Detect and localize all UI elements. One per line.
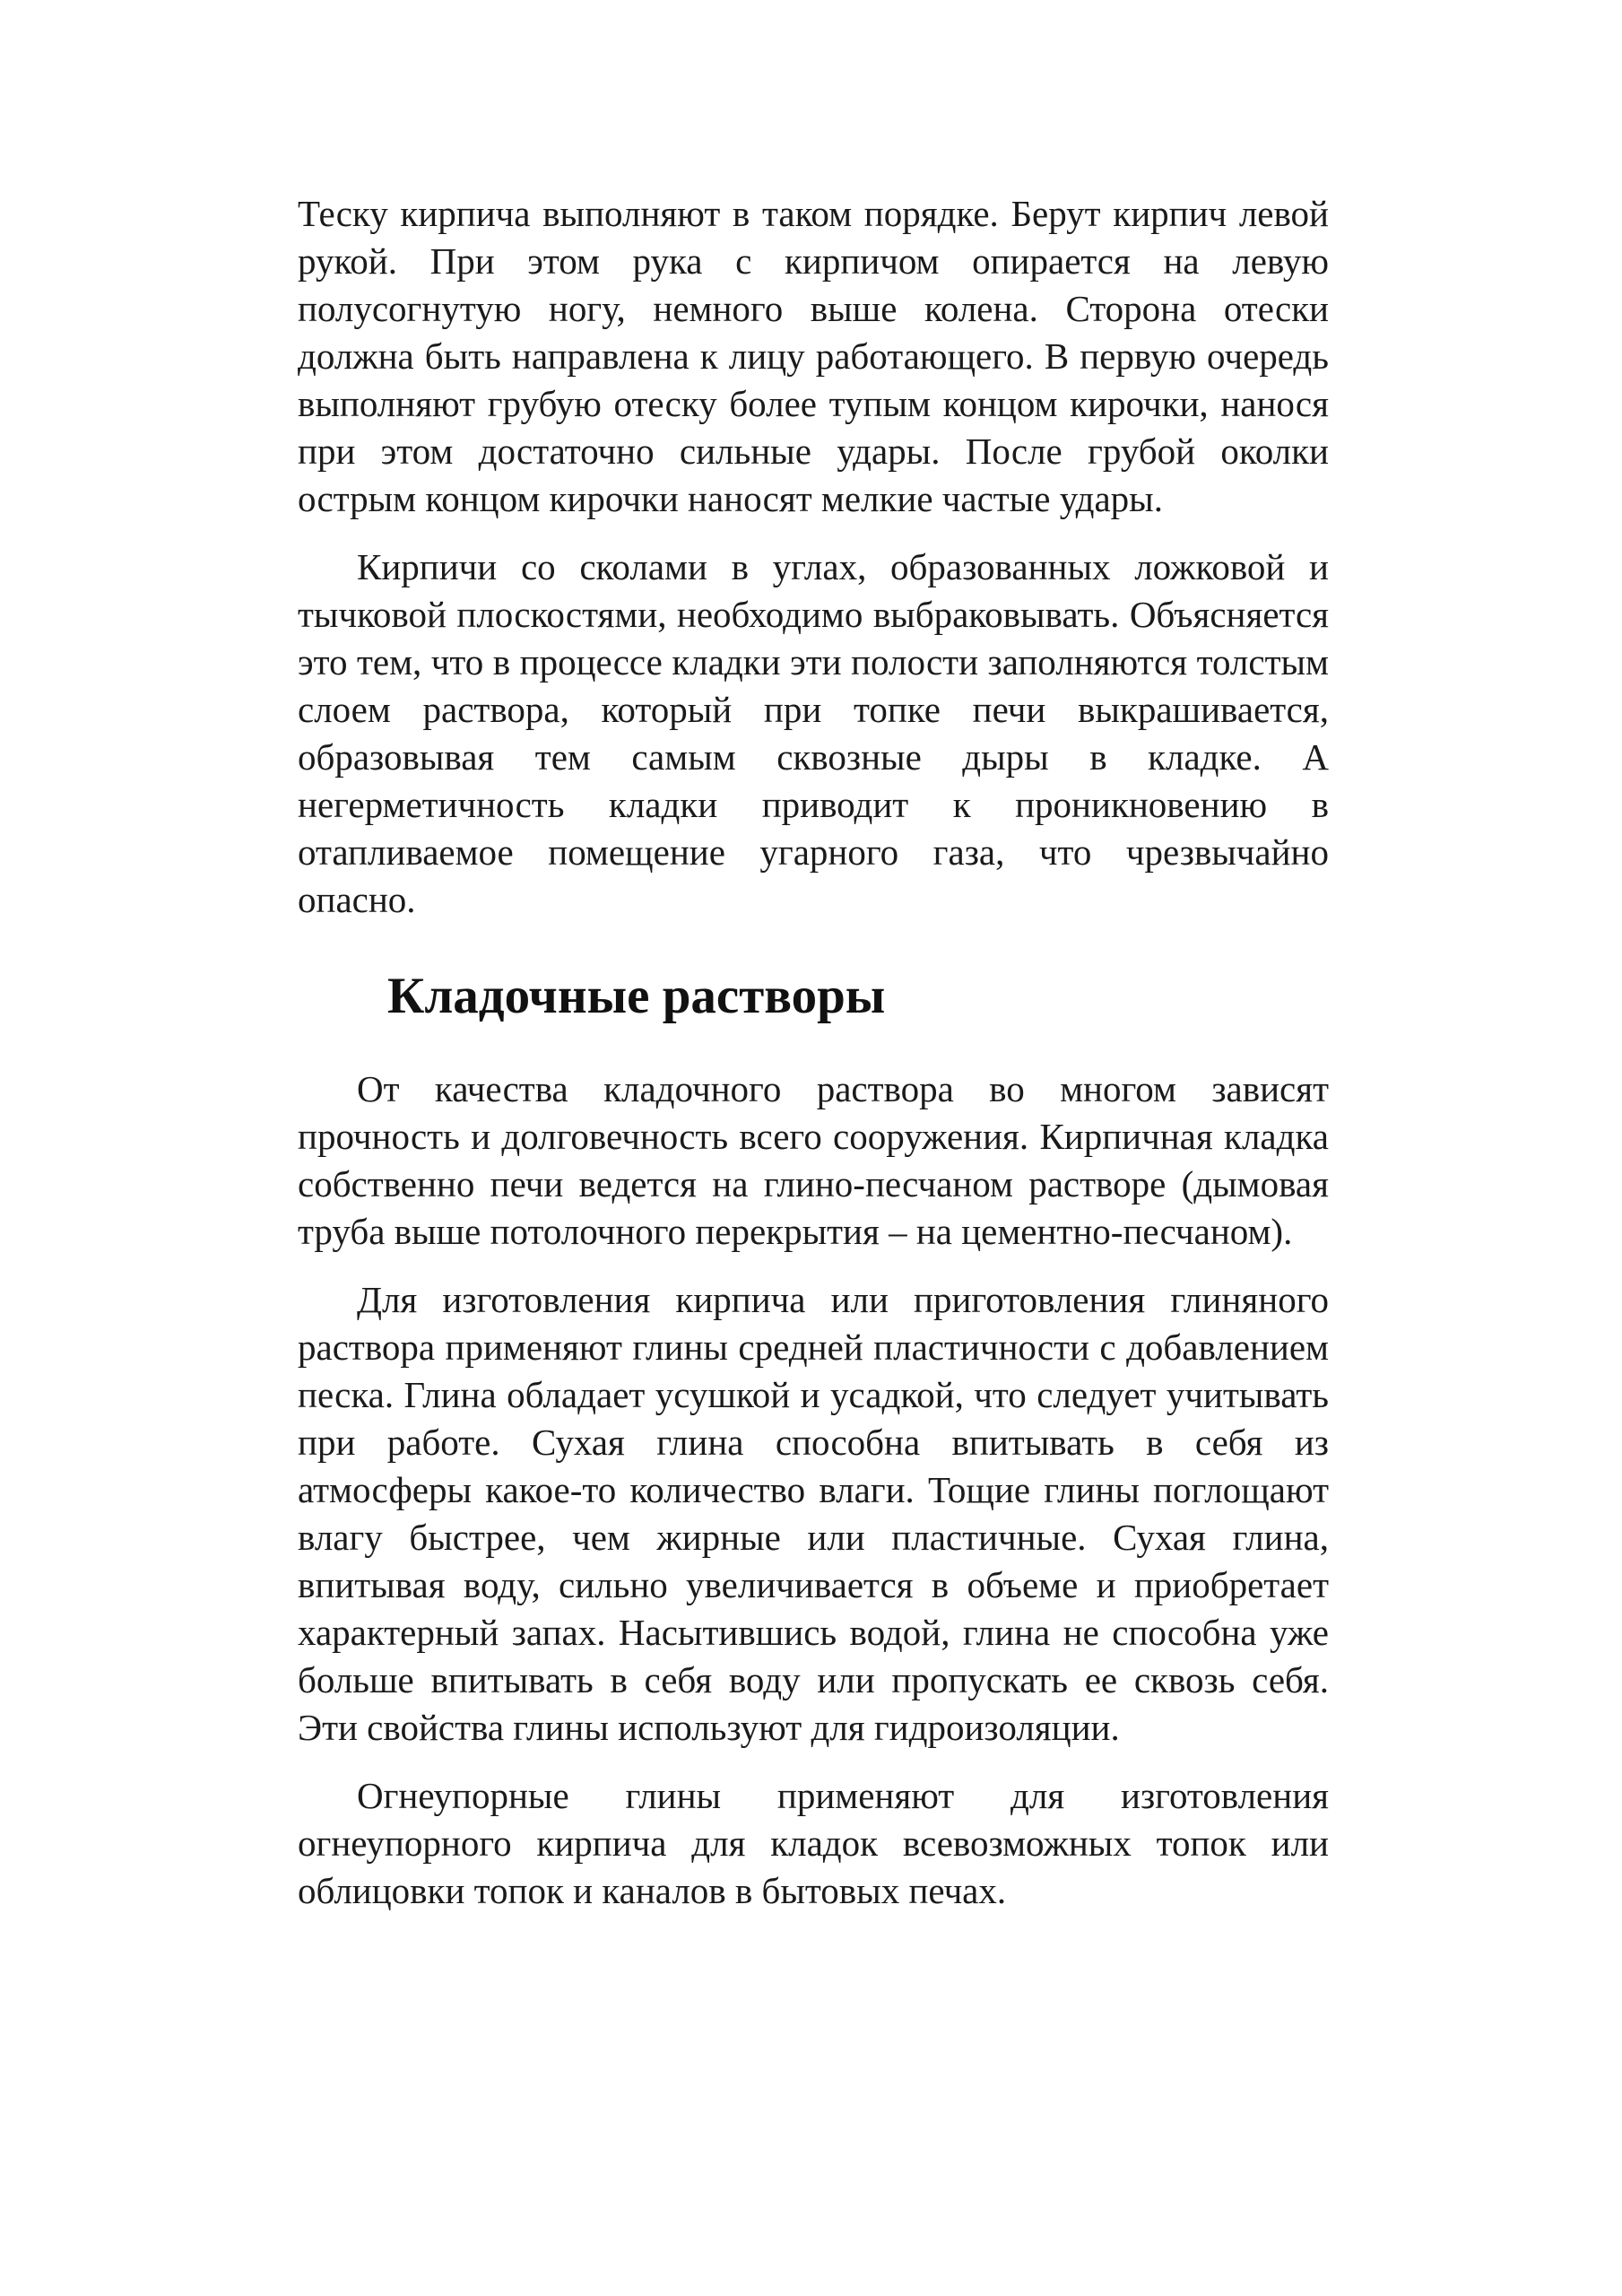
section-heading: Кладочные растворы: [387, 968, 886, 1024]
paragraph-brick-trimming: Теску кирпича выполняют в таком порядке. Берут кирпич левой рукой. При этом рука с кирпичом опирается на левую полусогнутую ногу, немного выше колена. Сторона отески должна быть направлена к лицу работающего. В первую очередь выполняют грубую отеску более тупым концом кирочки, нанося при этом достаточно сильные удары. После грубой околки острым концом кирочки наносят мелкие частые удары.: [298, 193, 1329, 519]
paragraph-chipped-bricks: Кирпичи со сколами в углах, образованных ложковой и тычковой плоскостями, необходимо выбраковывать. Объясняется это тем, что в процессе кладки эти полости заполняются толстым слоем раствора, который при топке печи выкрашивается, образовывая тем самым сквозные дыры в кладке. А негерметичность кладки приводит к проникновению в отапливаемое помещение угарного газа, что чрезвычайно опасно.: [298, 546, 1329, 920]
paragraph-refractory-clay: Огнеупорные глины применяют для изготовления огнеупорного кирпича для кладок всевозможных топок или облицовки топок и каналов в бытовых печах.: [298, 1775, 1329, 1911]
paragraph-mortar-quality: От качества кладочного раствора во многом зависят прочность и долговечность всего сооружения. Кирпичная кладка собственно печи ведется на глино-песчаном растворе (дымовая труба выше потолочного перекрытия – на цементно-песчаном).: [298, 1068, 1329, 1252]
paragraph-clay-properties: Для изготовления кирпича или приготовления глиняного раствора применяют глины средней пластичности с добавлением песка. Глина обладает усушкой и усадкой, что следует учитывать при работе. Сухая глина способна впитывать в себя из атмосферы какое-то количество влаги. Тощие глины поглощают влагу быстрее, чем жирные или пластичные. Сухая глина, впитывая воду, сильно увеличивается в объеме и приобретает характерный запах. Насытившись водой, глина не способна уже больше впитывать в себя воду или пропускать ее сквозь себя. Эти свойства глины используют для гидроизоляции.: [298, 1279, 1329, 1748]
document-page: [298, 190, 1329, 1915]
